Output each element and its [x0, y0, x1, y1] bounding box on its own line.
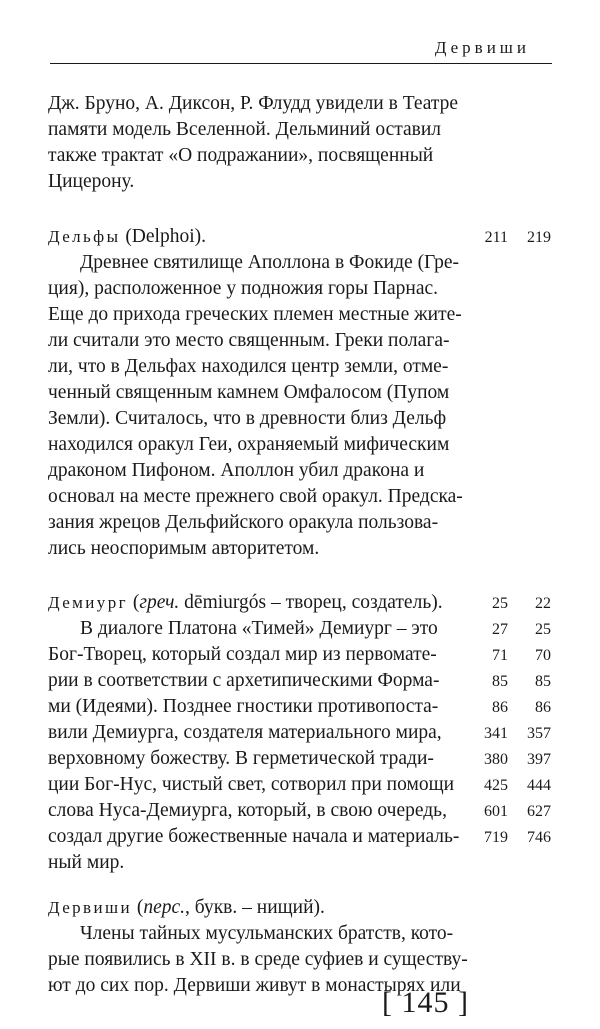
text-line: создал другие божественные начала и материаль- [48, 826, 460, 847]
ref-number: 27 [492, 621, 508, 638]
ref-number: 85 [492, 673, 508, 690]
text-line: слова Нуса-Демиурга, который, в свою очередь, [48, 800, 447, 821]
entry-heading-dervishi [48, 895, 325, 921]
ref-number: 211 [484, 229, 508, 246]
language-label: греч. [139, 592, 180, 613]
page-number: [ 145 ] [382, 986, 469, 1019]
text-line: верховному божеству. В герметической тради- [48, 748, 434, 769]
paren: ( [127, 592, 140, 613]
text-line: ли, что в Дельфах находился центр земли, отме- [48, 356, 449, 377]
text-line: ченный священным камнем Омфалосом (Пупом [48, 382, 450, 403]
text-line: В диалоге Платона «Тимей» Демиург – это [80, 618, 438, 639]
paren: ( [131, 897, 144, 918]
text-line: также трактат «О подражании», посвященный [48, 145, 434, 166]
entry-gloss: dēmiurgós – творец, создатель). [179, 592, 443, 613]
text-line: ми (Идеями). Позднее гностики противопоста- [48, 696, 439, 717]
text-line: находился оракул Геи, охраняемый мифическим [48, 434, 450, 455]
ref-number: 25 [492, 595, 508, 612]
text-line: лись неоспоримым авторитетом. [48, 538, 320, 559]
ref-number: 746 [527, 829, 551, 846]
ref-number: 341 [484, 725, 508, 742]
text-line: зания жрецов Дельфийского оракула пользова- [48, 512, 439, 533]
entry-term: Демиург [48, 593, 128, 612]
text-line: ции Бог-Нус, чистый свет, сотворил при помощи [48, 774, 455, 795]
ref-number: 425 [484, 777, 508, 794]
language-label: перс. [143, 897, 186, 918]
entry-gloss: (Delphoi). [120, 226, 206, 247]
text-line: ция), расположенное у подножия горы Парнас. [48, 278, 439, 299]
entry-term: Дельфы [48, 227, 121, 246]
text-line: рые появились в XII в. в среде суфиев и существу- [48, 949, 468, 970]
entry-term: Дервиши [48, 898, 132, 917]
text-line: Древнее святилище Аполлона в Фокиде (Гре- [80, 252, 460, 273]
text-line: Бог-Творец, который создал мир из первомате- [48, 644, 437, 665]
ref-number: 71 [492, 647, 508, 664]
text-line: ли считали это место священным. Греки полага- [48, 330, 450, 351]
text-line: Члены тайных мусульманских братств, кото- [80, 923, 454, 944]
ref-number: 86 [492, 699, 508, 716]
ref-number: 219 [527, 229, 551, 246]
text-line: основал на месте прежнего свой оракул. Предска- [48, 486, 463, 507]
running-head: Дервиши [434, 38, 530, 57]
ref-number: 85 [535, 673, 551, 690]
header-rule [50, 63, 552, 64]
ref-number: 627 [527, 803, 551, 820]
entry-heading-demiurg [48, 590, 443, 616]
ref-number: 601 [484, 803, 508, 820]
ref-number: 380 [484, 751, 508, 768]
entry-heading-delphoi [48, 224, 206, 250]
text-line: рии в соответствии с архетипическими Форма- [48, 670, 440, 691]
text-line: ный мир. [48, 852, 125, 873]
ref-number: 444 [527, 777, 551, 794]
ref-number: 719 [484, 829, 508, 846]
text-line: Дж. Бруно, А. Диксон, Р. Флудд увидели в Театре [48, 93, 459, 114]
text-line: памяти модель Вселенной. Дельминий оставил [48, 119, 442, 140]
ref-number: 25 [535, 621, 551, 638]
text-line: Цицерону. [48, 171, 135, 192]
ref-number: 70 [535, 647, 551, 664]
text-line: драконом Пифоном. Аполлон убил дракона и [48, 460, 425, 481]
ref-number: 22 [535, 595, 551, 612]
text-line: Земли). Считалось, что в древности близ Дельф [48, 408, 447, 429]
entry-gloss: , букв. – нищий). [185, 897, 325, 918]
text-line: вили Демиурга, создателя материального мира, [48, 722, 442, 743]
ref-number: 86 [535, 699, 551, 716]
ref-number: 357 [527, 725, 551, 742]
ref-number: 397 [527, 751, 551, 768]
text-line: Еще до прихода греческих племен местные жите- [48, 304, 462, 325]
text-line: ют до сих пор. Дервиши живут в монастырях или [48, 975, 461, 996]
